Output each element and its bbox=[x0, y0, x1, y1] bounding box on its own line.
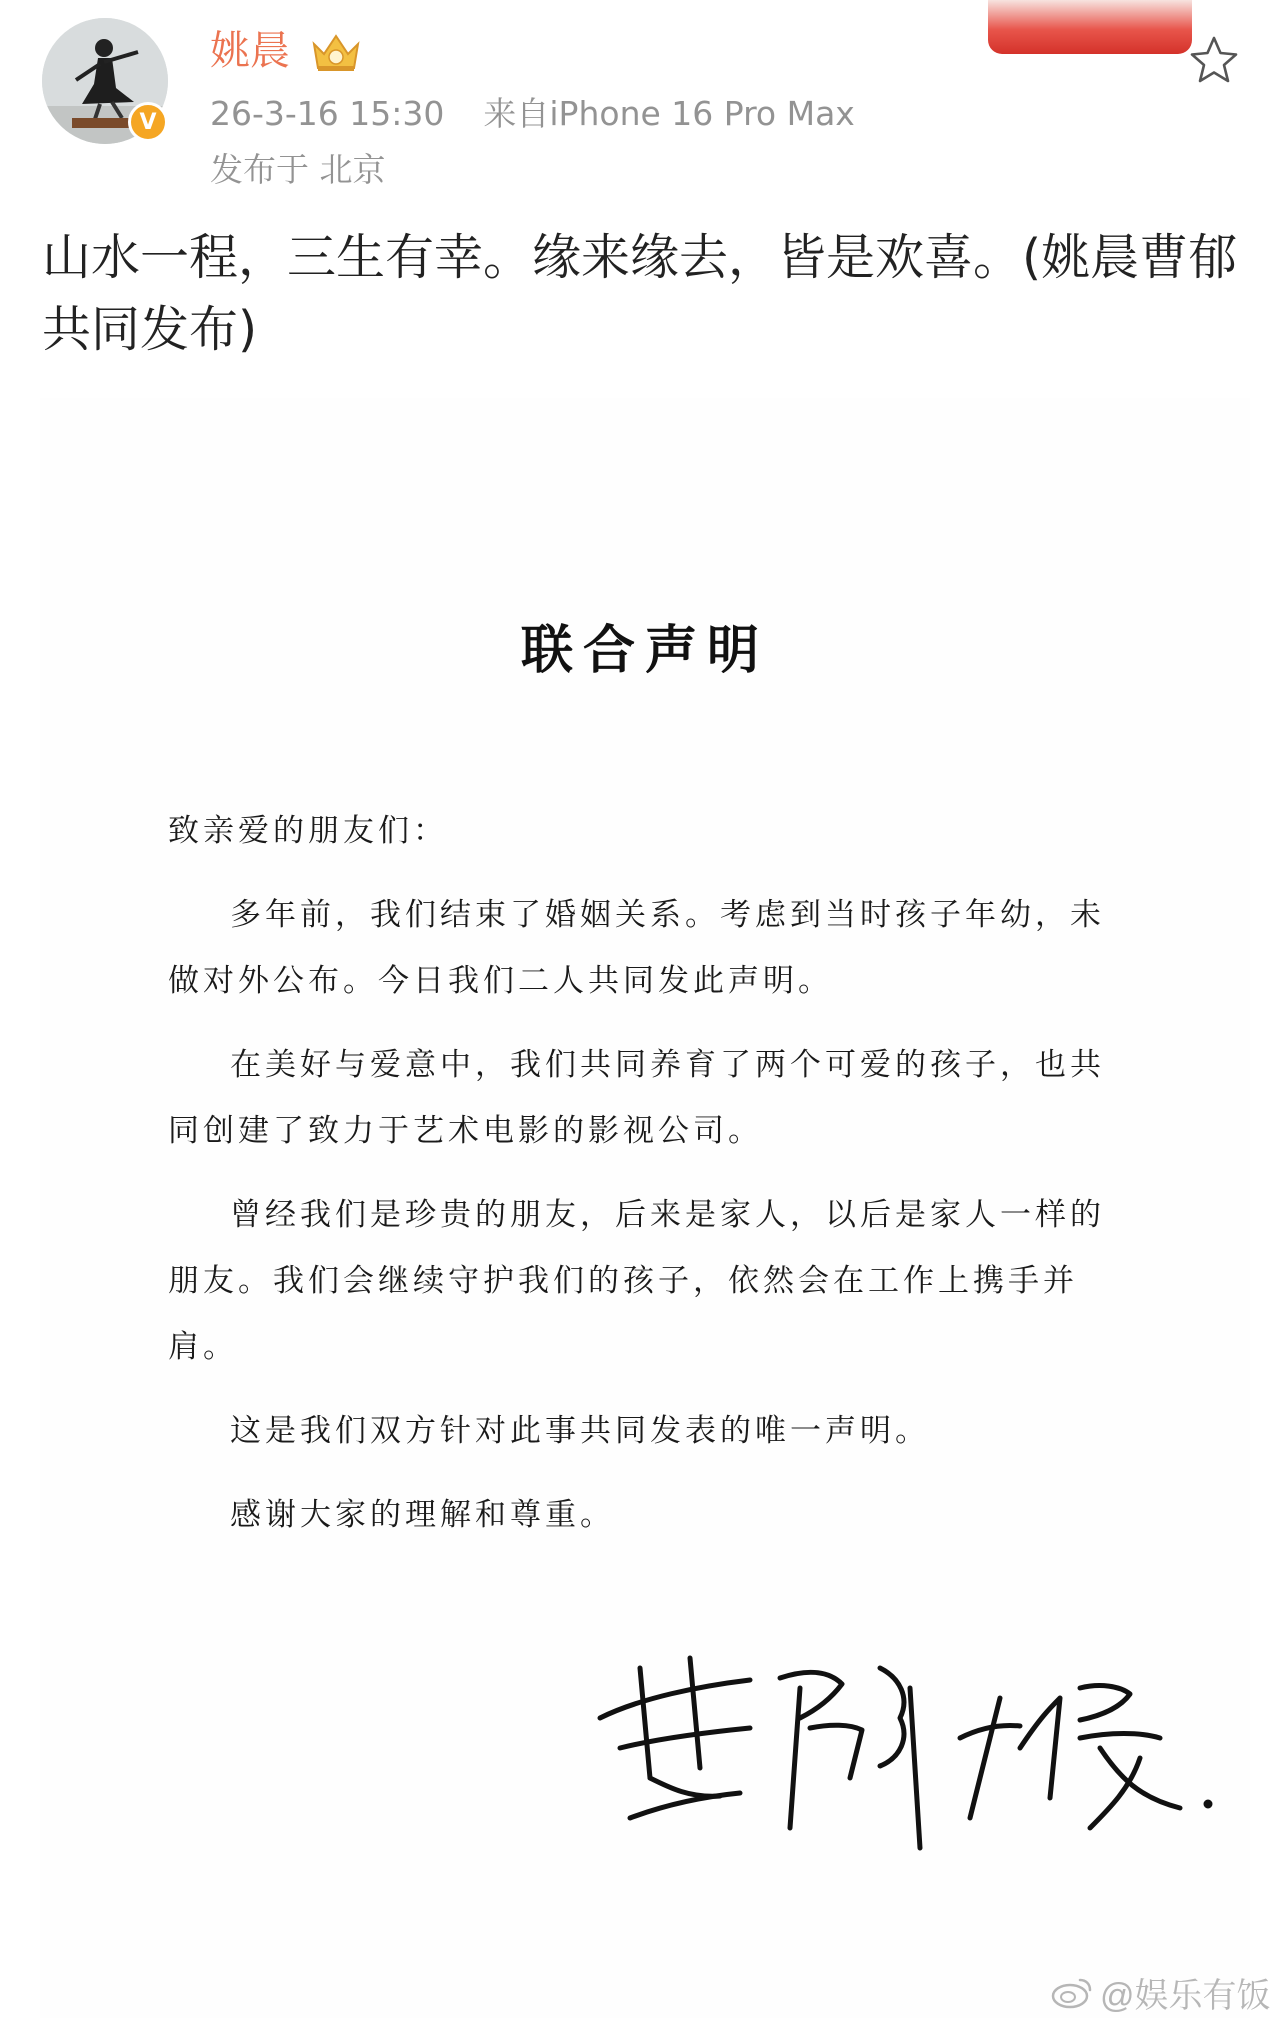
post-location: 发布于 北京 bbox=[210, 150, 386, 189]
post-text: 山水一程，三生有幸。缘来缘去，皆是欢喜。(姚晨曹郁共同发布) bbox=[42, 229, 1238, 358]
weibo-logo-icon bbox=[1050, 1974, 1094, 2010]
statement-body bbox=[168, 798, 1108, 1566]
decorative-banner bbox=[988, 0, 1192, 54]
post-source: 来自iPhone 16 Pro Max bbox=[483, 94, 855, 133]
statement-salutation: 致亲爱的朋友们： bbox=[168, 813, 448, 849]
watermark bbox=[1050, 1970, 1271, 2014]
statement-paragraph: 感谢大家的理解和尊重。 bbox=[230, 1497, 615, 1533]
vip-crown-icon bbox=[308, 30, 364, 74]
statement-title: 联合声明 bbox=[520, 620, 769, 681]
post-meta bbox=[210, 94, 855, 134]
statement-paragraph: 这是我们双方针对此事共同发表的唯一声明。 bbox=[230, 1413, 930, 1449]
verified-badge-icon: V bbox=[128, 102, 168, 142]
watermark-text: @娱乐有饭 bbox=[1100, 1976, 1271, 2015]
signature-cao-yu bbox=[600, 1658, 920, 1848]
post-header bbox=[0, 0, 1284, 190]
statement-paragraph: 在美好与爱意中，我们共同养育了两个可爱的孩子，也共同创建了致力于艺术电影的影视公司。 bbox=[168, 1047, 1105, 1149]
statement-paragraph: 多年前，我们结束了婚姻关系。考虑到当时孩子年幼，未做对外公布。今日我们二人共同发此声明。 bbox=[168, 897, 1105, 999]
post-timestamp: 26-3-16 15:30 bbox=[210, 94, 445, 133]
favorite-star-icon[interactable] bbox=[1188, 34, 1240, 86]
signature-yao-chen bbox=[960, 1686, 1210, 1828]
statement-paragraph: 曾经我们是珍贵的朋友，后来是家人，以后是家人一样的朋友。我们会继续守护我们的孩子，依然会在工作上携手并肩。 bbox=[168, 1197, 1105, 1365]
statement-image[interactable] bbox=[40, 398, 1250, 2018]
username[interactable]: 姚晨 bbox=[210, 28, 290, 74]
handwritten-signatures bbox=[580, 1628, 1220, 1868]
